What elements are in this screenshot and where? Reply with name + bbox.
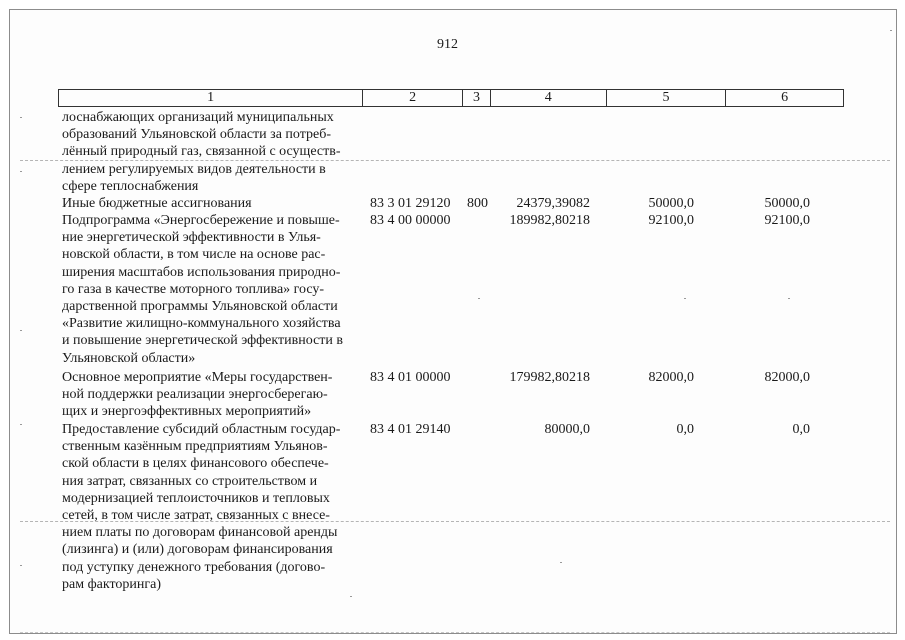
row-4-line: сетей, в том числе затрат, связанных с внесе- [62,508,330,524]
row-0-line: образований Ульяновской области за потреб- [62,127,332,143]
row-2-line: Подпрограмма «Энергосбережение и повыше- [62,213,340,228]
row-1-value-col6: 50000,0 [764,196,810,211]
table-row-0-description [62,109,358,195]
row-3-line: ной поддержки реализации энергосберегаю- [62,387,328,403]
scan-speck [684,298,686,299]
row-2-line: Ульяновской области» [62,350,196,366]
row-4-line: ской области в целях финансового обеспече- [62,456,329,472]
scan-speck [20,565,22,566]
row-3-value-col5: 82000,0 [648,370,694,385]
header-col-3: 3 [463,90,491,106]
row-0-line: сфере теплоснабжения [62,178,199,194]
row-4-line: (лизинга) и (или) договорам финансирования [62,542,333,558]
table-header-row [58,89,844,107]
row-2-line: дарственной программы Ульяновской области [62,299,338,315]
scan-speck [788,298,790,299]
row-2-line: ние энергетической эффективности в Улья- [62,230,321,246]
row-4-value-col6: 0,0 [792,422,810,437]
row-2-line: и повышение энергетической эффективности в [62,333,344,349]
row-1-line: Иные бюджетные ассигнования [62,196,252,211]
row-4-line: нием платы по договорам финансовой аренды [62,525,338,541]
scan-speck [350,596,352,597]
row-0-line: лённый природный газ, связанной с осуществ- [62,144,341,160]
row-3-line: Основное мероприятие «Меры государствен- [62,370,333,385]
row-4-line: ственным казённым предприятиям Ульянов- [62,439,328,455]
scan-artifact-line [20,160,890,161]
scan-speck [20,330,22,331]
row-2-line: новской области, в том числе на основе рас- [62,247,326,263]
row-0-line: лоснабжающих организаций муниципальных [62,110,334,125]
row-1-expense-type: 800 [467,196,488,211]
header-col-2: 2 [363,90,463,106]
row-4-line: Предоставление субсидий областным государ- [62,422,341,437]
scan-speck [890,30,892,31]
row-1-value-col4: 24379,39082 [516,196,590,211]
row-2-value-col6: 92100,0 [764,213,810,228]
scan-artifact-line [20,521,890,522]
row-2-value-col5: 92100,0 [648,213,694,228]
row-2-line: ширения масштабов использования природно- [62,264,341,280]
row-2-line: «Развитие жилищно-коммунального хозяйства [62,316,341,332]
row-2-code: 83 4 00 00000 [370,213,451,228]
row-4-value-col4: 80000,0 [544,422,590,437]
row-3-code: 83 4 01 00000 [370,370,451,385]
scan-speck [560,562,562,563]
scan-speck [478,298,480,299]
row-4-line: ния затрат, связанных со строительством и [62,473,318,489]
row-1-code: 83 3 01 29120 [370,196,451,211]
row-2-value-col4: 189982,80218 [509,213,590,228]
scan-speck [20,171,22,172]
table-row-1-description [62,195,358,212]
header-col-5: 5 [607,90,727,106]
scan-artifact-line [20,632,890,633]
row-2-line: го газа в качестве моторного топлива» госу- [62,281,325,297]
table-row-2-description [62,212,358,367]
row-4-line: под уступку денежного требования (догово- [62,559,326,575]
row-1-value-col5: 50000,0 [648,196,694,211]
header-col-1: 1 [59,90,363,106]
table-row-4-description [62,421,358,593]
row-3-line: щих и энергоэффективных мероприятий» [62,404,312,420]
row-4-value-col5: 0,0 [676,422,694,437]
scan-speck [20,424,22,425]
scan-speck [20,117,22,118]
row-3-value-col6: 82000,0 [764,370,810,385]
table-row-3-description [62,369,358,421]
row-0-line: лением регулируемых видов деятельности в [62,161,326,177]
row-4-code: 83 4 01 29140 [370,422,451,437]
row-3-value-col4: 179982,80218 [509,370,590,385]
page-number: 912 [437,37,458,52]
header-col-4: 4 [491,90,607,106]
row-4-line: рам факторинга) [62,576,162,592]
header-col-6: 6 [781,90,789,105]
row-4-line: модернизацией теплоисточников и тепловых [62,490,330,506]
